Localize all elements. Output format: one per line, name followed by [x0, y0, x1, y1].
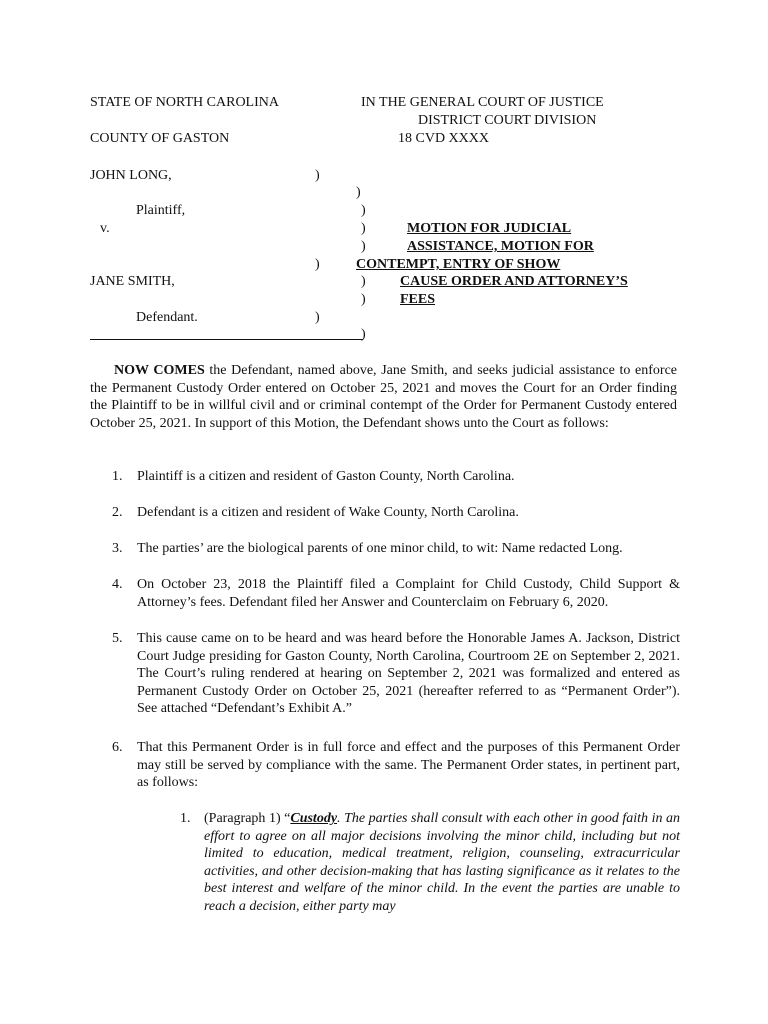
motion-title-line-1: MOTION FOR JUDICIAL: [407, 221, 572, 236]
file-number: 18 CVD XXXX: [398, 131, 489, 146]
caption-paren: ): [361, 239, 366, 254]
sub-quote-text: . The parties shall consult with each other in good faith in an effort to agree on all major decisions involving the minor child, including but not limited to education, medical treatment, religion, counseling, extracurricular activities, and other decision-making that has lasting significance as it relates to the best interest and welfare of the minor child. In the event the parties are unable to reach a decision, either party may: [204, 811, 680, 914]
versus-label: v.: [100, 221, 110, 236]
caption-paren: ): [361, 203, 366, 218]
list-number: 2.: [112, 505, 123, 520]
list-text: That this Permanent Order is in full force and effect and the purposes of this Permanent Order may still be served by compliance with the same. The Permanent Order states, in pertinent part, as follows:: [137, 740, 680, 790]
court-line-2: DISTRICT COURT DIVISION: [418, 113, 597, 128]
caption-rule: [90, 339, 363, 340]
sub-heading: Custody: [290, 811, 338, 826]
list-text: On October 23, 2018 the Plaintiff filed a Complaint for Child Custody, Child Support & Attorney’s fees. Defendant filed her Answer and Counterclaim on February 6, 2020.: [137, 577, 680, 610]
intro-lead: NOW COMES: [114, 363, 205, 378]
motion-title-line-2: ASSISTANCE, MOTION FOR: [407, 239, 594, 254]
caption-paren: ): [315, 310, 320, 325]
intro-paragraph: [90, 362, 677, 432]
sub-list-number: 1.: [180, 811, 191, 826]
county-label: COUNTY OF GASTON: [90, 131, 230, 146]
caption-paren: ): [361, 327, 366, 342]
state-label: STATE OF NORTH CAROLINA: [90, 95, 279, 110]
list-number: 4.: [112, 577, 123, 592]
caption-paren: ): [315, 168, 320, 183]
list-number: 3.: [112, 541, 123, 556]
list-text: Defendant is a citizen and resident of Wake County, North Carolina.: [137, 505, 519, 520]
caption-paren: ): [356, 185, 361, 200]
sub-prefix: (Paragraph 1) “: [204, 811, 291, 826]
list-number: 6.: [112, 740, 123, 755]
motion-title-line-4: CAUSE ORDER AND ATTORNEY’S: [400, 274, 628, 289]
intro-text: the Defendant, named above, Jane Smith, and seeks judicial assistance to enforce the Permanent Custody Order entered on October 25, 2021 and moves the Court for an Order finding the Plaintiff to be in willful civil and or criminal contempt of the Order for Permanent Custody entered October 25, 2021. In support of this Motion, the Defendant shows unto the Court as follows:: [90, 363, 677, 431]
sub-list-text: [204, 810, 680, 915]
caption-paren: ): [361, 292, 366, 307]
defendant-name: JANE SMITH,: [90, 274, 175, 289]
list-text: Plaintiff is a citizen and resident of Gaston County, North Carolina.: [137, 469, 515, 484]
defendant-role: Defendant.: [136, 310, 198, 325]
court-line-1: IN THE GENERAL COURT OF JUSTICE: [361, 95, 604, 110]
plaintiff-name: JOHN LONG,: [90, 168, 172, 183]
caption-paren: ): [315, 257, 320, 272]
list-text: This cause came on to be heard and was heard before the Honorable James A. Jackson, District Court Judge presiding for Gaston County, North Carolina, Courtroom 2E on September 2, 2021. The Court’s ruling rendered at hearing on September 2, 2021 was formalized and entered as Permanent Custody Order on October 25, 2021 (hereafter referred to as “Permanent Order”). See attached “Defendant’s Exhibit A.”: [137, 631, 680, 716]
list-text: The parties’ are the biological parents of one minor child, to wit: Name redacted Long.: [137, 541, 623, 556]
caption-paren: ): [361, 221, 366, 236]
list-number: 1.: [112, 469, 123, 484]
caption-paren: ): [361, 274, 366, 289]
motion-title-line-5: FEES: [400, 292, 436, 307]
motion-title-line-3: CONTEMPT, ENTRY OF SHOW: [356, 257, 561, 272]
plaintiff-role: Plaintiff,: [136, 203, 186, 218]
list-number: 5.: [112, 631, 123, 646]
